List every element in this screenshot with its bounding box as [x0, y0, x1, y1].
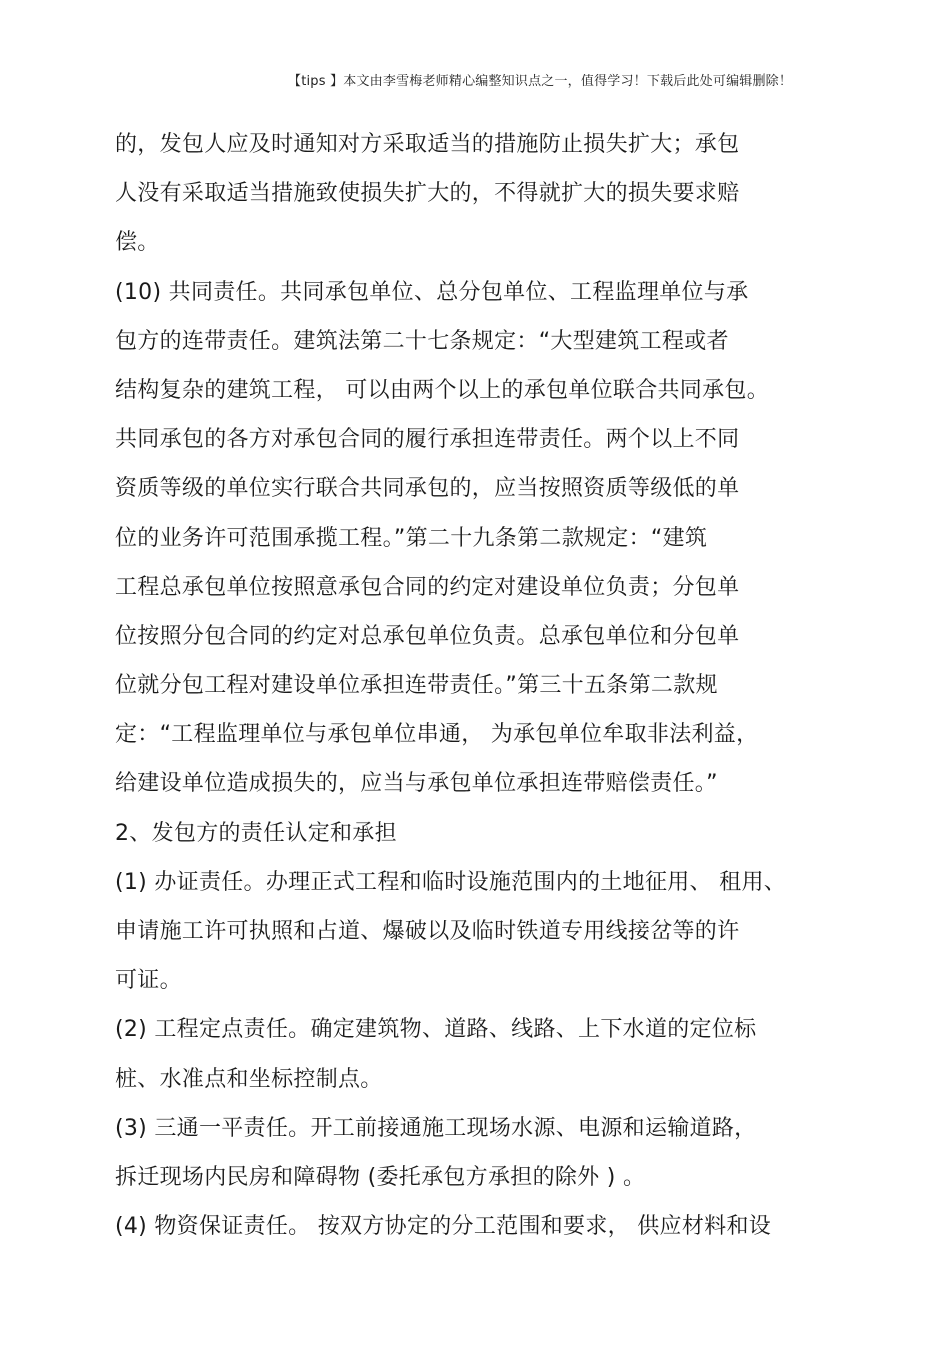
- text-line: 位的业务许可范围承揽工程。”第二十九条第二款规定：“建筑: [115, 525, 708, 551]
- header-tip: 【tips 】本文由李雪梅老师精心编整知识点之一，值得学习！下载后此处可编辑删除！: [288, 74, 793, 89]
- text-line: (10) 共同责任。共同承包单位、总分包单位、工程监理单位与承: [115, 279, 749, 305]
- text-line: 的，发包人应及时通知对方采取适当的措施防止损失扩大；承包: [115, 132, 740, 157]
- text-line: 位按照分包合同的约定对总承包单位负责。总承包单位和分包单: [115, 623, 740, 649]
- text-line: 申请施工许可执照和占道、爆破以及临时铁道专用线接岔等的许: [115, 919, 740, 944]
- text-line: 给建设单位造成损失的，应当与承包单位承担连带赔偿责任。”: [115, 771, 718, 797]
- text-line: 偿。: [115, 230, 160, 256]
- text-line: 结构复杂的建筑工程， 可以由两个以上的承包单位联合共同承包。: [115, 377, 769, 403]
- text-line: 可证。: [115, 968, 182, 994]
- text-line: 位就分包工程对建设单位承担连带责任。”第三十五条第二款规: [115, 673, 718, 699]
- text-line: 拆迁现场内民房和障碍物 (委托承包方承担的除外 ) 。: [115, 1164, 646, 1190]
- text-line: 桩、水准点和坐标控制点。: [115, 1066, 383, 1092]
- text-line: (1) 办证责任。办理正式工程和临时设施范围内的土地征用、 租用、: [115, 869, 787, 895]
- section-heading: 2、发包方的责任认定和承担: [115, 820, 397, 846]
- text-line: 定：“工程监理单位与承包单位串通， 为承包单位牟取非法利益，: [115, 722, 759, 748]
- text-line: 共同承包的各方对承包合同的履行承担连带责任。两个以上不同: [115, 427, 740, 453]
- document-body: [115, 120, 875, 1251]
- text-line: 包方的连带责任。建筑法第二十七条规定：“大型建筑工程或者: [115, 328, 729, 354]
- text-line: (4) 物资保证责任。 按双方协定的分工范围和要求， 供应材料和设: [115, 1214, 772, 1240]
- text-line: (3) 三通一平责任。开工前接通施工现场水源、电源和运输道路，: [115, 1115, 757, 1141]
- text-line: 资质等级的单位实行联合共同承包的，应当按照资质等级低的单: [115, 476, 740, 502]
- text-line: 工程总承包单位按照意承包合同的约定对建设单位负责；分包单: [115, 574, 740, 600]
- text-line: (2) 工程定点责任。确定建筑物、道路、线路、上下水道的定位标: [115, 1017, 757, 1043]
- text-line: 人没有采取适当措施致使损失扩大的，不得就扩大的损失要求赔: [115, 181, 740, 207]
